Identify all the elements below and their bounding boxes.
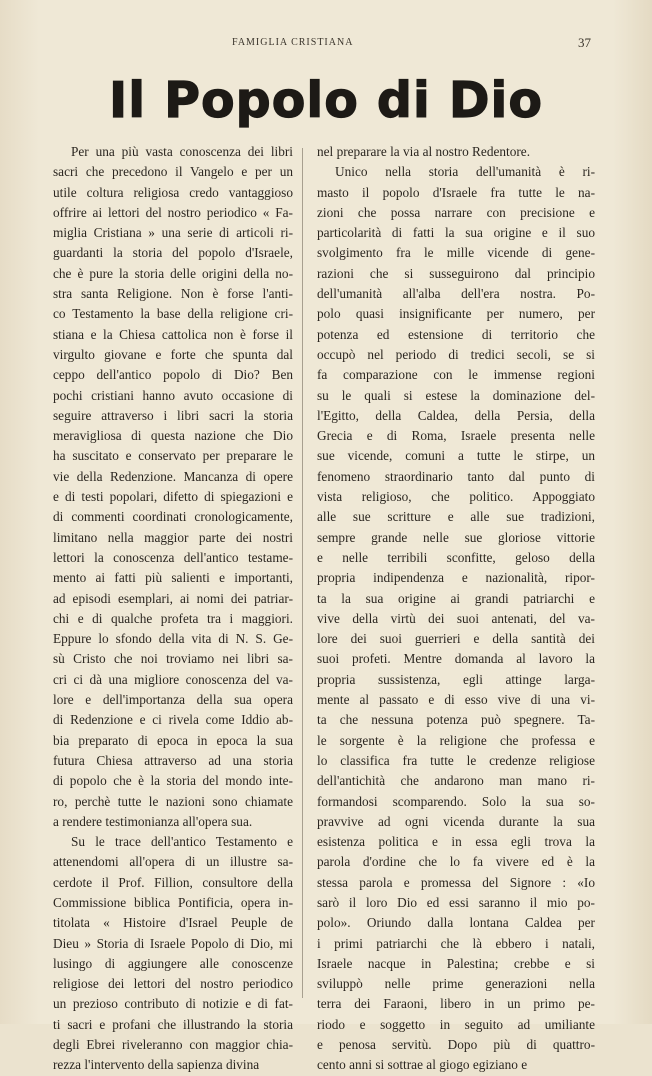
text-line: su le quali si estese la dominazione del- — [317, 387, 595, 403]
text-line: ro, perchè tutte le nazioni sono chiamate — [53, 793, 293, 809]
text-line: cri ci dà una migliore conoscenza del va- — [53, 671, 293, 687]
text-line: chi e di qualche profeta tra i maggiori. — [53, 610, 293, 626]
magazine-name: FAMIGLIA CRISTIANA — [232, 37, 354, 48]
text-line: e nelle terribili sconfitte, geloso della — [317, 549, 595, 565]
text-line: a rendere testimonianza all'opera sua. — [53, 813, 253, 829]
text-line: lo classifica fra tutte le credenze religiose — [317, 752, 595, 768]
text-line: ta la sua origine ai grandi patriarchi e — [317, 590, 595, 606]
text-line: un prezioso contributo di notizie e di fat- — [53, 996, 293, 1012]
text-line: Dieu » Storia di Israele Popolo di Dio, mi — [53, 935, 293, 951]
text-line: stra santa Religione. Non è forse l'anti- — [53, 286, 293, 302]
text-line: Commissione biblica Pontificia, opera in- — [53, 894, 293, 910]
text-line: lusingo di aggiungere alle conoscenze — [53, 955, 293, 971]
text-line: fa comparazione con le immense regioni — [317, 367, 595, 383]
text-line: lore dei suoi guerrieri e della santità dei — [317, 631, 595, 647]
text-line: terra dei Faraoni, libero in un primo pe- — [317, 996, 595, 1012]
text-line: propria sussistenza, egli attinge larga- — [317, 671, 595, 687]
text-line: offrire ai lettori del nostro periodico « Fa- — [53, 204, 293, 220]
text-line: mente al passato e di esso vive di una vi- — [317, 692, 595, 708]
text-line: titolata « Histoire d'Israel Peuple de — [53, 915, 293, 931]
text-line: futura Chiesa attraverso ad una storia — [53, 752, 293, 768]
text-line: Unico nella storia dell'umanità è ri- — [335, 164, 595, 180]
text-line: ceppo dell'antico popolo di Dio? Ben — [53, 367, 293, 383]
text-line: lore e dell'importanza della sua opera — [53, 692, 293, 708]
text-line: limitano nella maggior parte dei nostri — [53, 529, 293, 545]
text-line: vista religioso, che politico. Appoggiato — [317, 489, 595, 505]
text-line: lettori la conoscenza dell'antico testame- — [53, 549, 293, 565]
text-line: ha suscitato e conservato per preparare le — [53, 448, 293, 464]
text-line: pochi cristiani hanno avuto occasione di — [53, 387, 293, 403]
text-line: razioni che si susseguirono dal principio — [317, 265, 595, 281]
text-line: di Redenzione e ci rivela come Iddio ab- — [53, 712, 293, 728]
text-line: religiose dei lettori del nostro periodico — [53, 976, 293, 992]
text-line: mento ai fatti più salienti e importanti, — [53, 570, 293, 586]
text-line: meravigliosa di questa nazione che Dio — [53, 428, 293, 444]
text-line: sempre grande nelle sue gloriose vittorie — [317, 529, 595, 545]
text-line: sacri che precedono il Vangelo e per un — [53, 164, 293, 180]
text-line: ti sacri e profani che illustrando la storia — [53, 1016, 293, 1032]
text-line: co Testamento la base della religione cri- — [53, 306, 293, 322]
text-line: di commenti coordinati cronologicamente, — [53, 509, 293, 525]
text-line: masto il popolo d'Israele fra tutte le na- — [317, 184, 595, 200]
text-line: esistenza politica e in essa egli trova la — [317, 834, 595, 850]
text-line: occupò nel periodo di tredici secoli, se si — [317, 346, 595, 362]
text-line: formandosi scomparendo. Solo la sua so- — [317, 793, 595, 809]
text-line: seguire attraverso i libri sacri la storia — [53, 407, 293, 423]
text-line: parola d'ordine che lo fa vivere ed è la — [317, 854, 595, 870]
text-line: cento anni si sottrae al giogo egiziano e — [317, 1057, 528, 1073]
text-line: potenza ed estensione di territorio che — [317, 326, 595, 342]
text-line: suoi profeti. Mentre domanda al lavoro la — [317, 651, 595, 667]
text-line: bia preparato di epoca in epoca la sua — [53, 732, 293, 748]
text-line: riodo e soggetto in seguito ad umiliante — [317, 1016, 595, 1032]
text-line: virgulto giovane e forte che spunta dal — [53, 346, 293, 362]
text-line: stiana e la Chiesa cattolica non è forse il — [53, 326, 293, 342]
text-line: fenomeno straordinario tanto dal punto di — [317, 468, 595, 484]
text-line: cerdote il Prof. Fillion, consultore della — [53, 874, 293, 890]
text-line: utile coltura religiosa credo vantaggioso — [53, 184, 293, 200]
text-line: i primi patriarchi che là ebbero i natali, — [317, 935, 595, 951]
text-line: ad episodi esemplari, ai nomi dei patriar- — [53, 590, 293, 606]
text-line: degli Ebrei riveleranno con maggior chia- — [53, 1037, 293, 1053]
text-line: sviluppò nelle prime generazioni nella — [317, 976, 595, 992]
text-line: attenendomi all'opera di un illustre sa- — [53, 854, 293, 870]
text-line: nel preparare la via al nostro Redentore. — [317, 144, 531, 159]
text-line: e penosa servitù. Dopo più di quattro- — [317, 1037, 595, 1053]
text-line: le sorgente è la religione che professa e — [317, 732, 595, 748]
text-line: e di testi popolari, difetto di spiegazioni e — [53, 489, 293, 505]
text-line: Per una più vasta conoscenza dei libri — [71, 144, 293, 159]
text-line: guardanti la storia del popolo d'Israele, — [53, 245, 293, 261]
column-divider — [302, 148, 303, 998]
text-line: di popolo che è la storia del mondo inte- — [53, 773, 293, 789]
text-line: sarò il loro Dio ed essi saranno il mio po- — [317, 894, 595, 910]
text-line: che è pure la storia delle origini della no- — [53, 265, 293, 281]
text-line: propria indipendenza e nazionalità, ripor- — [317, 570, 595, 586]
text-line: miglia Cristiana » una serie di articoli ri- — [53, 225, 293, 241]
text-line: particolarità di fatti la sua origine e il suo — [317, 225, 595, 241]
running-head — [0, 37, 652, 51]
text-line: dell'umanità all'alba dell'era nostra. Po- — [317, 286, 595, 302]
text-line: l'Egitto, della Caldea, della Persia, della — [317, 407, 595, 423]
text-line: polo quasi insignificante per numero, per — [317, 306, 595, 322]
text-line: Grecia e di Roma, Israele presenta nelle — [317, 428, 595, 444]
article-title: Il Popolo di Dio — [109, 72, 543, 129]
text-line: Su le trace dell'antico Testamento e — [71, 834, 293, 850]
text-line: alle sue scritture e alle sue tradizioni, — [317, 509, 595, 525]
text-line: ta che nessuna potenza può spegnere. Ta- — [317, 712, 595, 728]
right-column — [317, 142, 595, 1076]
text-line: vive della virtù dei suoi antenati, del va- — [317, 610, 595, 626]
text-line: sù Cristo che noi troviamo nei libri sa- — [53, 651, 293, 667]
text-line: svolgimento fra le mille vicende di gene- — [317, 245, 595, 261]
text-line: pravvive ad ogni vicenda durante la sua — [317, 813, 595, 829]
text-line: sue vicende, comuni a tutte le stirpe, un — [317, 448, 595, 464]
text-line: vie della Redenzione. Mancanza di opere — [53, 468, 293, 484]
text-line: dell'antichità che andarono man mano ri- — [317, 773, 595, 789]
text-line: zioni che possa narrare con precisione e — [317, 204, 595, 220]
text-line: polo». Oriundo dalla lontana Caldea per — [317, 915, 595, 931]
text-line: stessa parola e promessa del Signore : «Io — [317, 874, 595, 890]
page-number: 37 — [578, 35, 591, 50]
text-line: Eppure lo sfondo della vita di N. S. Ge- — [53, 631, 293, 647]
left-column — [53, 142, 293, 1076]
text-line: rezza l'intervento della sapienza divina — [53, 1057, 260, 1073]
text-line: Israele nacque in Palestina; crebbe e si — [317, 955, 595, 971]
